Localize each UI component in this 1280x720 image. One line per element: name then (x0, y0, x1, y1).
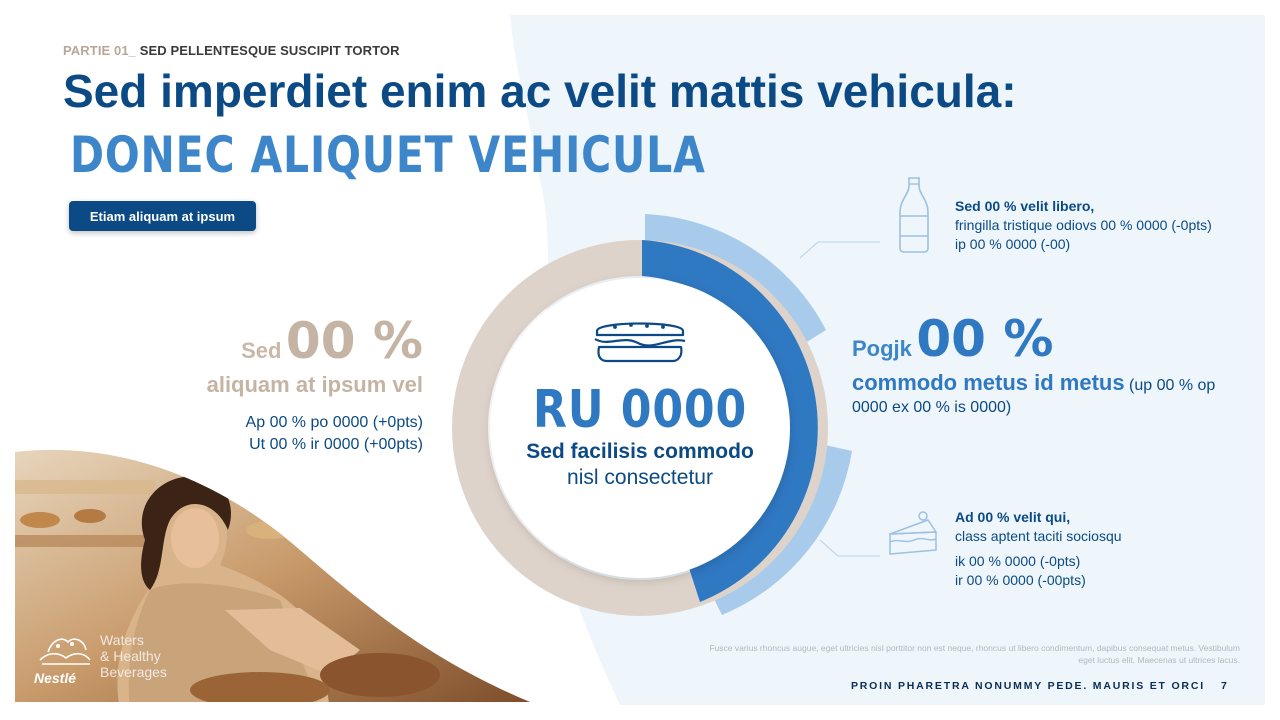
right-stat-bold: commodo metus id metus (852, 370, 1125, 395)
left-stat-prefix: Sed (241, 338, 282, 363)
left-stat-value: 00 % (285, 312, 423, 370)
info-top-heading: Sed 00 % velit libero, (955, 198, 1095, 214)
left-stat (123, 312, 423, 456)
right-stat-value: 00 % (916, 310, 1054, 368)
info-bottom-line-3: ir 00 % 0000 (-00pts) (955, 572, 1086, 588)
left-stat-detail-1: Ap 00 % po 0000 (+0pts) (245, 414, 423, 431)
info-bottom-line-2: ik 00 % 0000 (-0pts) (955, 553, 1081, 569)
left-stat-detail-2: Ut 00 % ir 0000 (+00pts) (249, 436, 423, 453)
page-subtitle: DONEC ALIQUET VEHICULA (70, 126, 706, 184)
logo-division (100, 632, 167, 680)
left-stat-subtitle: aliquam at ipsum vel (206, 372, 423, 397)
right-stat-prefix: Pogjk (852, 336, 912, 361)
logo-division-2: & Healthy (100, 648, 161, 664)
info-block-top (955, 197, 1225, 254)
bottle-icon (896, 176, 932, 254)
tag-button[interactable]: Etiam aliquam at ipsum (69, 201, 256, 231)
center-line-1: Sed facilisis commodo (526, 440, 754, 463)
center-line-2: nisl consectetur (567, 466, 713, 489)
right-stat-rest: (up 00 % op 0000 ex 00 % is 0000) (852, 377, 1216, 416)
kicker-partie: PARTIE 01_ (63, 43, 137, 58)
logo-brand: Nestlé (34, 670, 77, 686)
page-number: 7 (1221, 680, 1227, 692)
logo-division-3: Beverages (100, 664, 167, 680)
kicker-text: SED PELLENTESQUE SUSCIPIT TORTOR (139, 43, 400, 58)
logo-division-1: Waters (100, 632, 144, 648)
info-bottom-line-1: class aptent taciti sociosqu (955, 528, 1122, 544)
info-block-bottom (955, 508, 1225, 590)
footer-text: PROIN PHARETRA NONUMMY PEDE. MAURIS ET ORCI (851, 680, 1205, 692)
info-top-line-2: ip 00 % 0000 (-00) (955, 236, 1071, 252)
right-stat (852, 310, 1252, 419)
footer-note: Fusce varius rhoncus augue, eget ultricies nisl porttitor non est neque, rhoncus ut libero condimentum, dapibus consequat metus. Vestibulum eget luctus elit. Maecenas ut ultrices lacus. (709, 643, 1240, 665)
info-bottom-heading: Ad 00 % velit qui, (955, 509, 1071, 525)
nest-bird-icon (34, 630, 94, 670)
right-stat-description (852, 372, 1252, 419)
page-title: Sed imperdiet enim ac velit mattis vehicula: (63, 65, 1017, 117)
info-top-line-1: fringilla tristique odiovs 00 % 0000 (-0pts) (955, 217, 1212, 233)
cake-slice-icon (886, 508, 942, 560)
center-value: RU 0000 (532, 380, 748, 440)
connector-line-top (800, 242, 880, 258)
connector-line-bottom (820, 540, 880, 556)
